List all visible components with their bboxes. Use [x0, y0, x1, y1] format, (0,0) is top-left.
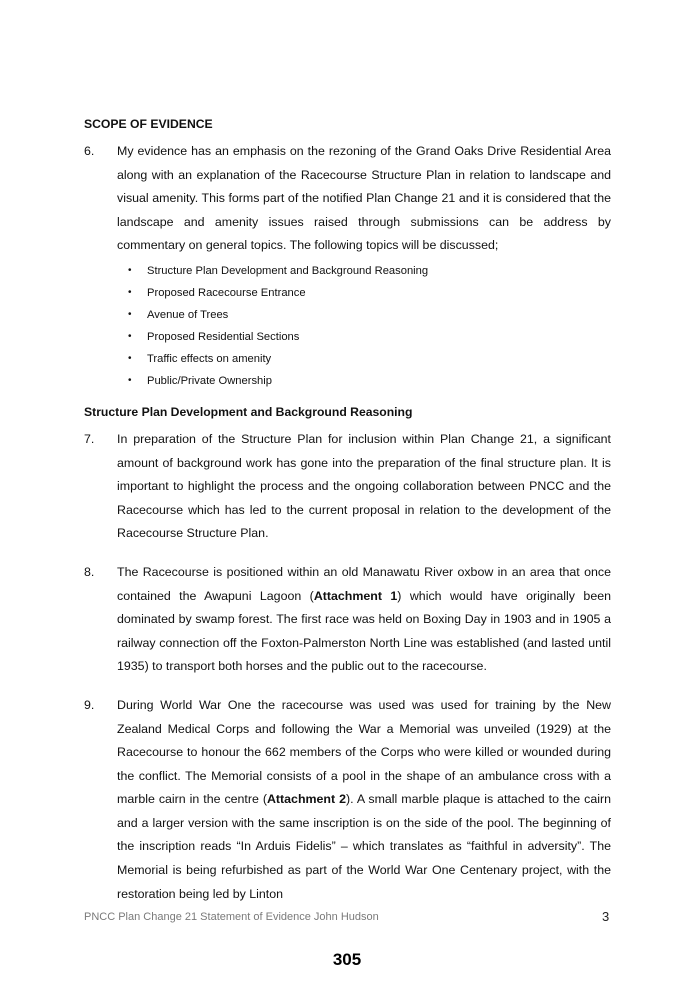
footer-page-number: 3 — [602, 909, 610, 924]
page-content — [84, 116, 611, 906]
paragraph-text-after: ) which would have originally been dominated by swamp forest. The first race was held on Boxing Day in 1903 and in 1905 a railway connection off the Foxton-Palmerston North Line was established (and lasted until 1935) to transport both horses and the public out to the racecourse. — [117, 588, 611, 674]
topic-item — [84, 348, 611, 370]
topic-item — [84, 326, 611, 348]
paragraph-6 — [84, 140, 611, 258]
topic-item — [84, 304, 611, 326]
topic-label: Avenue of Trees — [147, 308, 229, 321]
topic-label: Public/Private Ownership — [147, 374, 272, 387]
paragraph-number: 7. — [84, 431, 95, 446]
paragraph-number: 9. — [84, 697, 95, 712]
paragraph-9 — [84, 694, 611, 906]
heading-structure-plan: Structure Plan Development and Background Reasoning — [84, 404, 413, 419]
bullet-icon: • — [128, 286, 132, 298]
topic-label: Traffic effects on amenity — [147, 352, 272, 365]
attachment-2-reference: Attachment 2 — [266, 792, 346, 807]
bullet-icon: • — [128, 330, 132, 342]
footer-document-title: PNCC Plan Change 21 Statement of Evidence John Hudson — [84, 911, 379, 923]
paragraph-7 — [84, 428, 611, 546]
topics-list — [84, 260, 611, 392]
topic-item — [84, 260, 611, 282]
bullet-icon: • — [128, 264, 132, 276]
bates-page-stamp: 305 — [332, 950, 362, 969]
topic-label: Structure Plan Development and Background Reasoning — [147, 264, 429, 277]
paragraph-number: 6. — [84, 144, 95, 158]
paragraph-text: My evidence has an emphasis on the rezoning of the Grand Oaks Drive Residential Area along with an explanation of the Racecourse Structure Plan in relation to landscape and visual amenity. This forms part of the notified Plan Change 21 and it is considered that the landscape and amenity issues raised through submissions can be address by commentary on general topics. The following topics will be discussed; — [117, 144, 611, 253]
paragraph-text: In preparation of the Structure Plan for inclusion within Plan Change 21, a significant amount of background work has gone into the preparation of the final structure plan. It is important to highlight the process and the ongoing collaboration between PNCC and the Racecourse which has led to the current proposal in relation to the development of the Racecourse Structure Plan. — [117, 431, 611, 541]
bullet-icon: • — [128, 352, 132, 364]
topic-item — [84, 282, 611, 304]
paragraph-8 — [84, 561, 611, 679]
topic-label: Proposed Racecourse Entrance — [147, 286, 306, 299]
paragraph-text-before: The Racecourse is positioned within an old Manawatu River oxbow in an area that once contained the Awapuni Lagoon ( — [117, 564, 611, 603]
heading-scope-of-evidence: SCOPE OF EVIDENCE — [84, 117, 213, 131]
paragraph-text — [117, 698, 611, 901]
paragraph-number: 8. — [84, 564, 95, 579]
paragraph-text-before: During World War One the racecourse was used was used for training by the New Zealand Medical Corps and following the War a Memorial was unveiled (1929) at the Racecourse to honour the 662 members of the Corps who were killed or wounded during the conflict. The Memorial consists of a pool in the shape of an ambulance cross with a marble cairn in the centre ( — [117, 697, 611, 807]
topic-label: Proposed Residential Sections — [147, 330, 300, 343]
paragraph-text-after: ). A small marble plaque is attached to the cairn and a larger version with the same inscription is on the side of the pool. The beginning of the inscription reads “In Arduis Fidelis” – which translates as “faithful in adversity”. The Memorial is being refurbished as part of the World War One Centenary project, with the restoration being led by Linton — [117, 792, 611, 901]
bullet-icon: • — [128, 374, 132, 386]
topic-item — [84, 370, 611, 392]
attachment-1-reference: Attachment 1 — [313, 588, 398, 603]
paragraph-text — [117, 565, 611, 673]
bullet-icon: • — [128, 308, 132, 320]
